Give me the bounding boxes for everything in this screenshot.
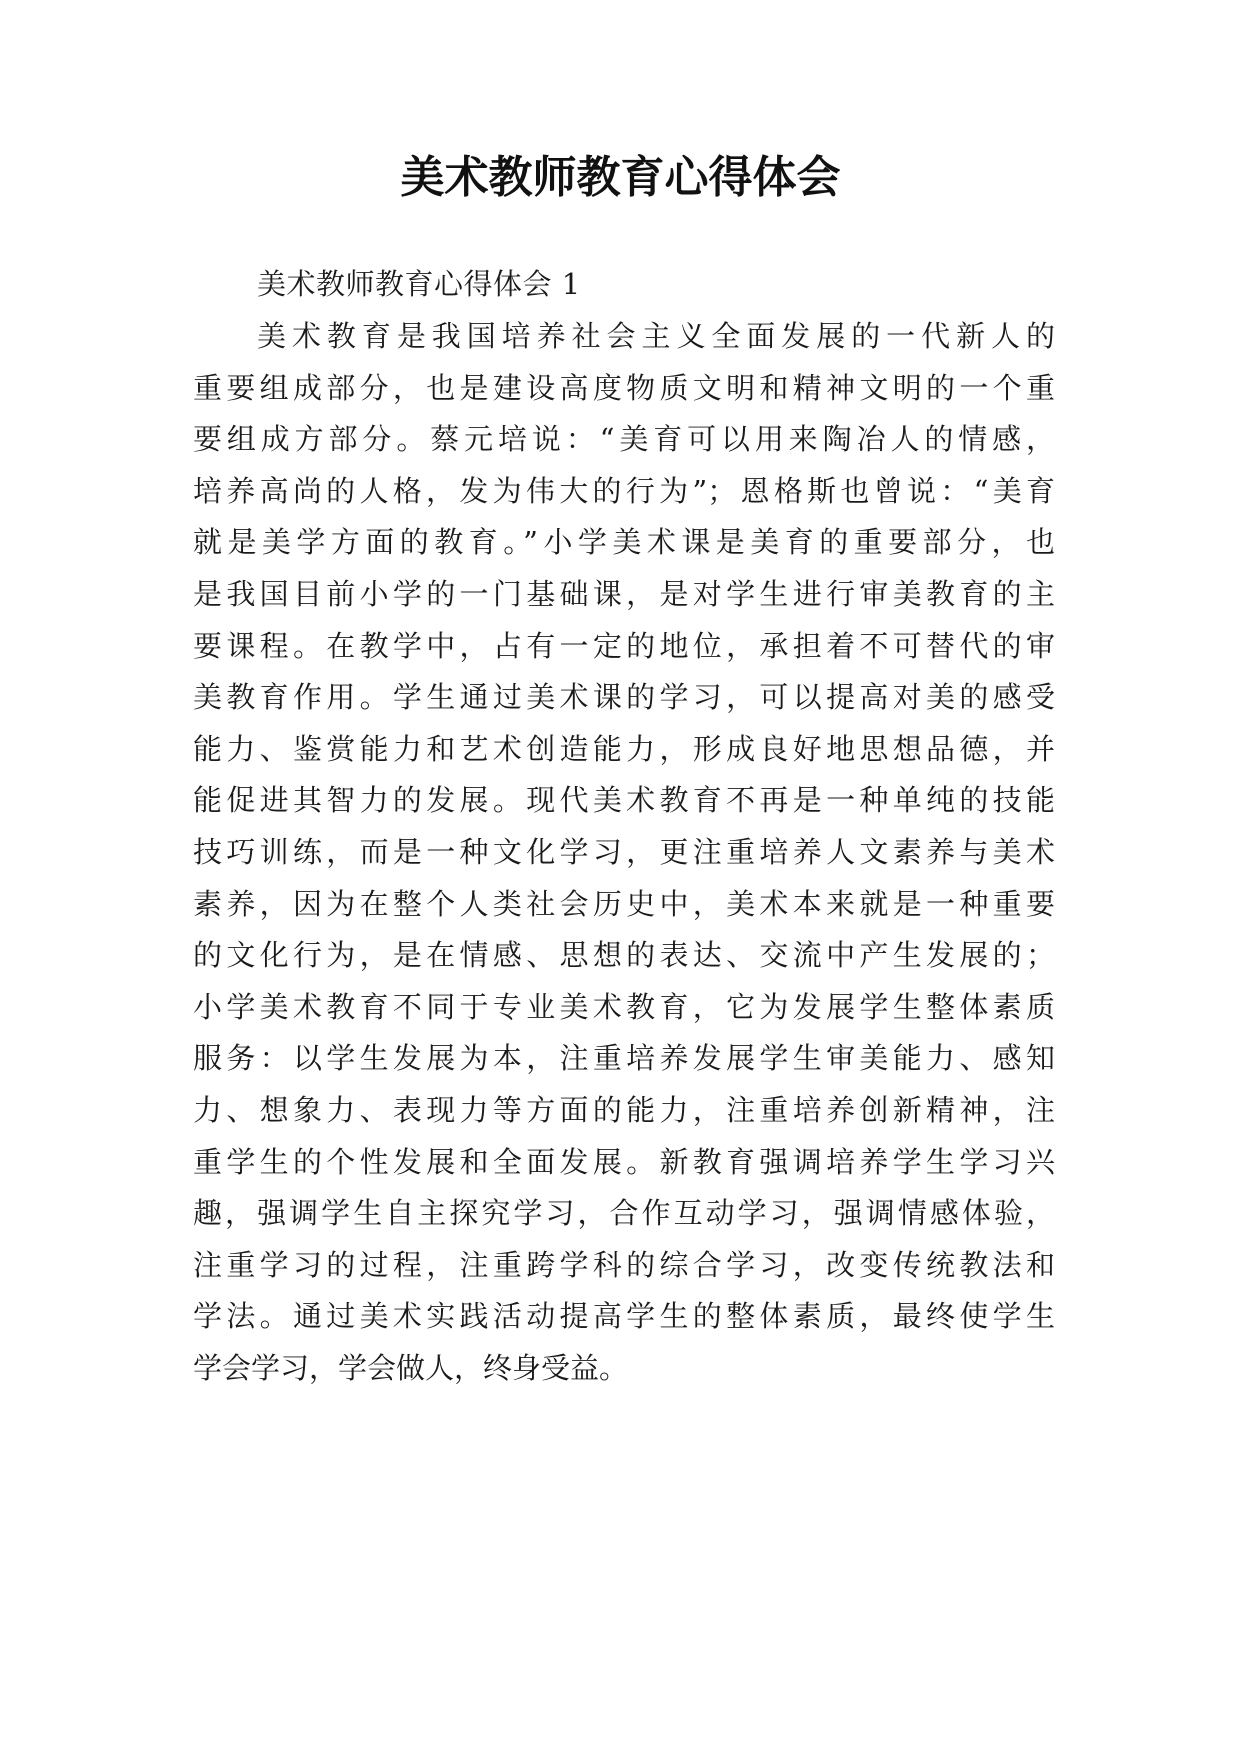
paragraph-line: 小学美术教育不同于专业美术教育，它为发展学生整体素质 <box>193 989 1055 1024</box>
paragraph-line: 美术教育是我国培养社会主义全面发展的一代新人的 <box>257 319 1055 353</box>
paragraph-line: 要课程。在教学中，占有一定的地位，承担着不可替代的审 <box>193 628 1055 663</box>
paragraph-line: 重学生的个性发展和全面发展。新教育强调培养学生学习兴 <box>193 1144 1055 1179</box>
section-heading: 美术教师教育心得体会 1 <box>257 267 581 301</box>
paragraph-line: 学会学习，学会做人，终身受益。 <box>193 1351 629 1385</box>
paragraph-line: 能力、鉴赏能力和艺术创造能力，形成良好地思想品德，并 <box>193 731 1055 766</box>
paragraph-line: 技巧训练，而是一种文化学习，更注重培养人文素养与美术 <box>193 835 1055 869</box>
paragraph-line: 重要组成部分，也是建设高度物质文明和精神文明的一个重 <box>193 370 1055 405</box>
paragraph-line: 力、想象力、表现力等方面的能力，注重培养创新精神，注 <box>193 1093 1055 1127</box>
paragraph-line: 注重学习的过程，注重跨学科的综合学习，改变传统教法和 <box>193 1247 1055 1282</box>
paragraph-line: 就是美学方面的教育。”小学美术课是美育的重要部分，也 <box>193 525 1055 560</box>
paragraph-line: 美教育作用。学生通过美术课的学习，可以提高对美的感受 <box>193 680 1055 715</box>
paragraph-line: 素养，因为在整个人类社会历史中，美术本来就是一种重要 <box>193 886 1055 921</box>
paragraph-line: 的文化行为，是在情感、思想的表达、交流中产生发展的； <box>193 938 1055 973</box>
paragraph-line: 服务：以学生发展为本，注重培养发展学生审美能力、感知 <box>193 1041 1055 1076</box>
paragraph-line: 能促进其智力的发展。现代美术教育不再是一种单纯的技能 <box>193 783 1055 818</box>
paragraph-line: 是我国目前小学的一门基础课，是对学生进行审美教育的主 <box>193 577 1055 611</box>
document-title: 美术教师教育心得体会 <box>400 152 841 203</box>
paragraph-line: 趣，强调学生自主探究学习，合作互动学习，强调情感体验， <box>193 1196 1055 1231</box>
paragraph-line: 培养高尚的人格，发为伟大的行为”；恩格斯也曾说：“美育 <box>193 473 1055 508</box>
paragraph-line: 要组成方部分。蔡元培说：“美育可以用来陶冶人的情感， <box>193 422 1055 457</box>
paragraph-line: 学法。通过美术实践活动提高学生的整体素质，最终使学生 <box>193 1299 1055 1334</box>
